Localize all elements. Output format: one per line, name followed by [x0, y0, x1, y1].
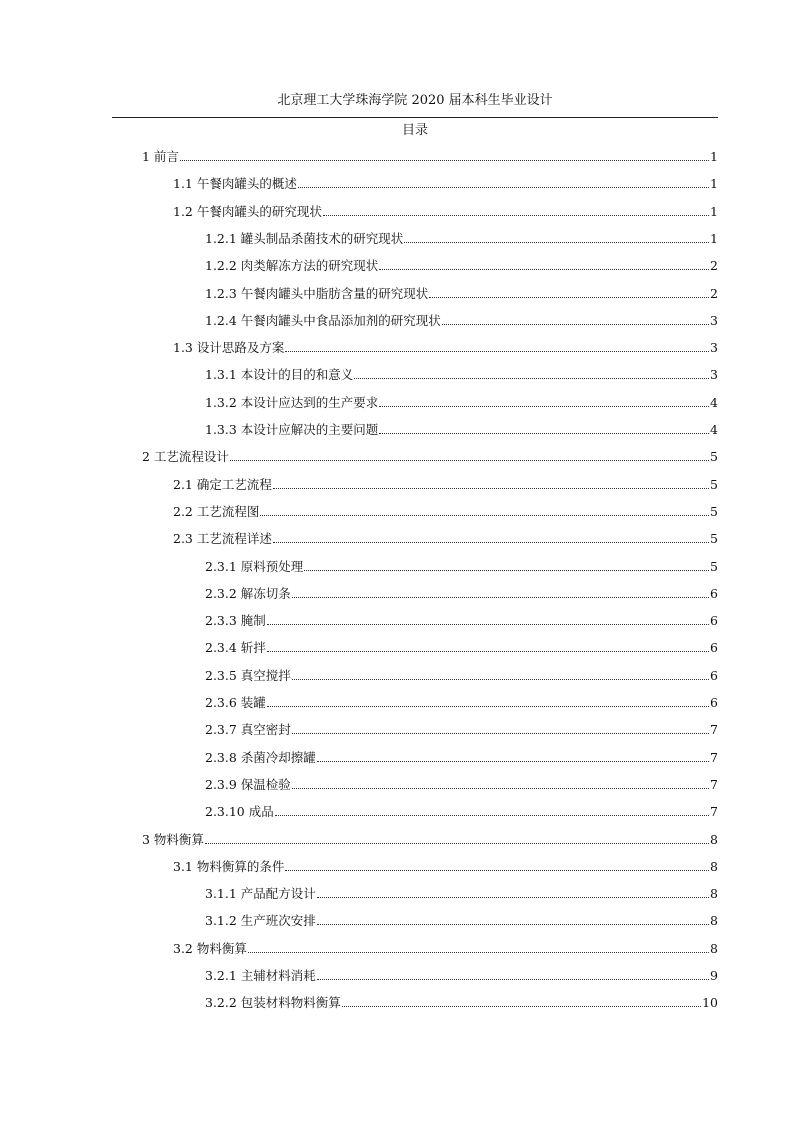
toc-entry-page: 2 — [710, 285, 718, 301]
toc-entry-page: 1 — [710, 203, 718, 219]
toc-entry-label: 1.2 午餐肉罐头的研究现状 — [173, 203, 322, 219]
toc-entry-label: 1.3 设计思路及方案 — [173, 340, 285, 356]
toc-dot-leader — [267, 612, 709, 625]
toc-entry-label: 2.3.7 真空密封 — [205, 722, 291, 738]
toc-entry-page: 6 — [710, 585, 718, 601]
toc-dot-leader — [260, 503, 709, 516]
toc-entry[interactable] — [173, 503, 718, 521]
toc-entry[interactable] — [205, 285, 718, 303]
toc-dot-leader — [317, 912, 709, 925]
toc-entry-label: 3 物料衡算 — [142, 831, 204, 847]
toc-entry-page: 8 — [710, 858, 718, 874]
toc-dot-leader — [285, 339, 709, 352]
toc-entry-page: 5 — [710, 531, 718, 547]
toc-dot-leader — [379, 394, 709, 407]
toc-dot-leader — [248, 940, 709, 953]
toc-entry-label: 1 前言 — [142, 149, 179, 164]
toc-entry[interactable] — [205, 612, 718, 630]
toc-dot-leader — [292, 585, 709, 598]
toc-dot-leader — [292, 667, 709, 680]
toc-entry[interactable] — [205, 885, 718, 903]
toc-entry-page: 4 — [710, 394, 718, 410]
toc-entry-label: 3.2.1 主辅材料消耗 — [205, 968, 316, 983]
toc-entry[interactable] — [205, 749, 718, 767]
toc-entry[interactable] — [205, 312, 718, 330]
toc-entry-page: 5 — [710, 558, 718, 574]
toc-entry[interactable] — [173, 175, 718, 193]
toc-entry-page: 9 — [710, 968, 718, 983]
toc-dot-leader — [317, 885, 709, 898]
toc-entry[interactable] — [173, 940, 718, 958]
toc-dot-leader — [379, 421, 709, 434]
toc-entry[interactable] — [205, 721, 718, 739]
toc-entry-page: 6 — [710, 613, 718, 629]
toc-entry-page: 8 — [710, 831, 718, 847]
toc-entry-page: 4 — [710, 422, 718, 437]
toc-entry-label: 3.2.2 包装材料物料衡算 — [205, 995, 341, 1011]
toc-entry-label: 2 工艺流程设计 — [142, 449, 229, 465]
toc-entry-page: 3 — [710, 340, 718, 356]
toc-entry-page: 7 — [710, 804, 718, 820]
toc-entry-label: 2.3 工艺流程详述 — [173, 531, 272, 547]
toc-dot-leader — [404, 230, 709, 243]
toc-entry-label: 2.2 工艺流程图 — [173, 503, 260, 519]
toc-entry-label: 1.3.2 本设计应达到的生产要求 — [205, 394, 379, 410]
toc-entry[interactable] — [205, 639, 718, 657]
toc-dot-leader — [205, 831, 709, 844]
toc-dot-leader — [354, 366, 709, 379]
toc-entry-label: 3.1 物料衡算的条件 — [173, 858, 285, 874]
toc-entry-page: 8 — [710, 913, 718, 929]
toc-entry-label: 1.2.3 午餐肉罐头中脂肪含量的研究现状 — [205, 285, 429, 301]
toc-entry[interactable] — [173, 530, 718, 548]
toc-entry-page: 1 — [710, 230, 718, 246]
toc-entry-label: 2.3.3 腌制 — [205, 613, 266, 629]
toc-entry-page: 7 — [710, 749, 718, 765]
toc-entry-label: 2.3.5 真空搅拌 — [205, 667, 291, 683]
toc-entry-label: 3.1.1 产品配方设计 — [205, 886, 316, 902]
toc-entry-page: 1 — [710, 149, 718, 164]
toc-entry-page: 8 — [710, 886, 718, 902]
toc-entry-page: 2 — [710, 258, 718, 274]
toc-entry[interactable] — [142, 831, 718, 849]
toc-entry-label: 2.3.1 原料预处理 — [205, 558, 304, 574]
toc-entry-page: 7 — [710, 776, 718, 792]
toc-entry-label: 1.1 午餐肉罐头的概述 — [173, 176, 297, 192]
toc-entry-page: 8 — [710, 940, 718, 956]
toc-entry[interactable] — [142, 148, 718, 166]
toc-dot-leader — [285, 858, 709, 871]
toc-entry-page: 6 — [710, 640, 718, 656]
toc-entry[interactable] — [142, 448, 718, 466]
toc-entry[interactable] — [205, 667, 718, 685]
toc-entry-page: 7 — [710, 722, 718, 738]
toc-entry-label: 2.3.8 杀菌冷却擦罐 — [205, 749, 316, 765]
toc-entry[interactable] — [205, 257, 718, 275]
toc-entry[interactable] — [173, 203, 718, 221]
toc-dot-leader — [292, 721, 709, 734]
toc-entry-label: 1.3.1 本设计的目的和意义 — [205, 367, 354, 383]
toc-dot-leader — [292, 776, 709, 789]
toc-entry-label: 2.3.9 保温检验 — [205, 776, 291, 792]
toc-entry[interactable] — [205, 421, 718, 439]
toc-dot-leader — [342, 994, 701, 1007]
toc-entry[interactable] — [173, 339, 718, 357]
toc-dot-leader — [442, 312, 709, 325]
header-divider — [112, 117, 718, 118]
toc-entry-page: 6 — [710, 667, 718, 683]
toc-dot-leader — [267, 694, 709, 707]
toc-dot-leader — [230, 448, 709, 461]
toc-entry[interactable] — [205, 967, 718, 985]
toc-entry-page: 1 — [710, 176, 718, 192]
toc-dot-leader — [267, 639, 709, 652]
toc-entry[interactable] — [205, 558, 718, 576]
toc-dot-leader — [273, 530, 709, 543]
toc-entry-label: 2.1 确定工艺流程 — [173, 476, 272, 492]
toc-entry-label: 1.3.3 本设计应解决的主要问题 — [205, 422, 379, 437]
header-title: 北京理工大学珠海学院 2020 届本科生毕业设计 — [277, 93, 553, 108]
toc-entry-page: 3 — [710, 367, 718, 383]
toc-entry[interactable] — [205, 585, 718, 603]
toc-title: 目录 — [401, 123, 428, 138]
toc-entry-label: 2.3.6 装罐 — [205, 695, 266, 710]
toc-dot-leader — [275, 803, 709, 816]
toc-dot-leader — [180, 148, 709, 161]
toc-entry-label: 3.1.2 生产班次安排 — [205, 913, 316, 929]
toc-dot-leader — [317, 749, 709, 762]
toc-entry-label: 2.3.10 成品 — [205, 804, 274, 820]
toc-dot-leader — [429, 285, 709, 298]
page-header — [112, 92, 718, 110]
toc-entry-label: 2.3.4 斩拌 — [205, 640, 266, 656]
toc-dot-leader — [317, 967, 709, 980]
toc-dot-leader — [323, 203, 709, 216]
toc-entry[interactable] — [205, 803, 718, 821]
toc-entry[interactable] — [205, 776, 718, 794]
toc-entry[interactable] — [205, 230, 718, 248]
toc-entry[interactable] — [173, 858, 718, 876]
toc-entry-page: 6 — [710, 695, 718, 710]
toc-dot-leader — [273, 476, 709, 489]
toc-entry-label: 2.3.2 解冻切条 — [205, 585, 291, 601]
toc-entry-label: 1.2.4 午餐肉罐头中食品添加剂的研究现状 — [205, 312, 441, 328]
toc-entry-page: 3 — [710, 312, 718, 328]
toc-entry-label: 3.2 物料衡算 — [173, 940, 247, 956]
toc-entry[interactable] — [205, 366, 718, 384]
toc-entry-label: 1.2.2 肉类解冻方法的研究现状 — [205, 258, 379, 274]
toc-entry-page: 5 — [710, 476, 718, 492]
toc-entry[interactable] — [205, 394, 718, 412]
toc-dot-leader — [298, 175, 709, 188]
toc-dot-leader — [304, 558, 709, 571]
toc-entry[interactable] — [173, 476, 718, 494]
toc-entry-page: 10 — [702, 995, 718, 1011]
toc-entry[interactable] — [205, 694, 718, 712]
toc-entry[interactable] — [205, 994, 718, 1012]
toc-entry-label: 1.2.1 罐头制品杀菌技术的研究现状 — [205, 230, 404, 246]
toc-entry[interactable] — [205, 912, 718, 930]
toc-entry-page: 5 — [710, 449, 718, 465]
toc-entry-page: 5 — [710, 503, 718, 519]
toc-dot-leader — [379, 257, 709, 270]
